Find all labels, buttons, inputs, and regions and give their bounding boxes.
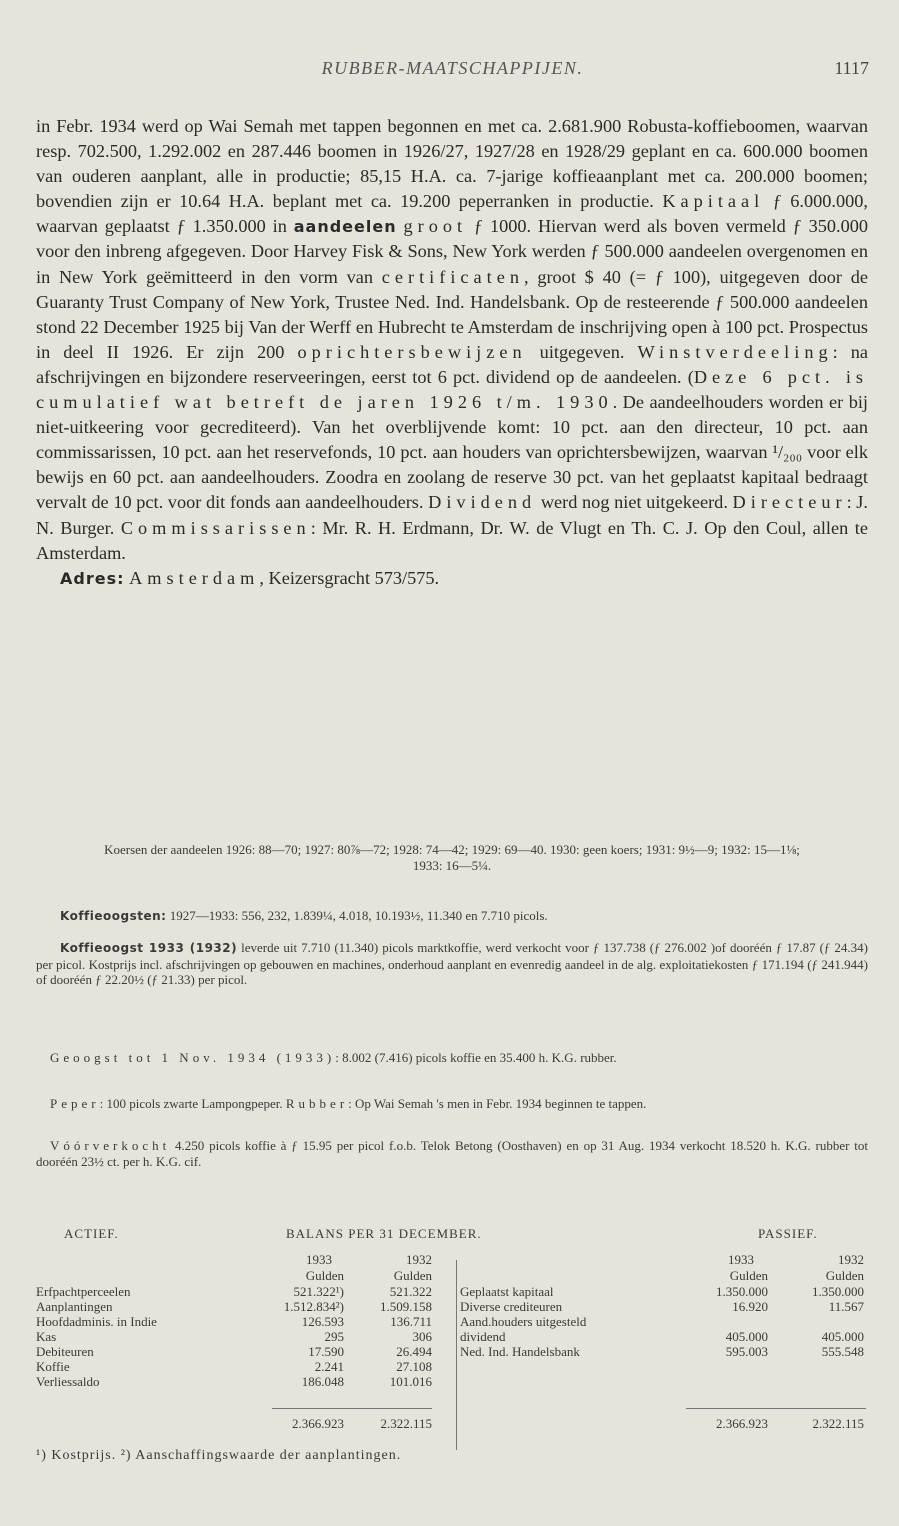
left-row-label: Hoofdadminis. in Indie (36, 1314, 157, 1329)
adres-city: Amsterdam (129, 567, 260, 588)
text-run: : Mr. R. H. Erdmann, Dr. W. de Vlugt en Th. C. J. Op den Coul, allen te Amsterdam. (36, 517, 868, 563)
cumulatief-note: Deze 6 pct. is cumulatief wat betreft de jaren 1926 t/m. 1930 (36, 366, 869, 413)
company-description (36, 114, 868, 591)
geoogst-label: Geoogst tot 1 Nov. 1934 (1933) (50, 1050, 336, 1065)
left-row-value-1932: 26.494 (396, 1344, 432, 1359)
right-year-1932: 1932 (838, 1252, 864, 1267)
text-run: : 100 picols zwarte Lampongpeper. (99, 1096, 286, 1111)
directeur-label: Directeur (732, 492, 847, 513)
passief-heading: PASSIEF. (758, 1226, 818, 1241)
left-row-value-1933: 2.241 (314, 1359, 344, 1374)
balance-sheet (36, 1226, 868, 1446)
left-row-value-1932: 27.108 (396, 1359, 432, 1374)
right-row-label: Diverse crediteuren (460, 1299, 563, 1314)
left-row-value-1932: 136.711 (390, 1314, 432, 1329)
right-row-value-1932: 11.567 (828, 1299, 864, 1314)
left-year-1933: 1933 (306, 1252, 332, 1267)
address-line (36, 566, 868, 591)
oogst-1933-block (36, 940, 868, 988)
kapitaal-label: Kapitaal (662, 191, 765, 212)
right-row-value-1933: 595.003 (725, 1344, 768, 1359)
text-run: werd nog niet uitgekeerd. (536, 492, 733, 513)
left-unit-1932: Gulden (393, 1268, 432, 1283)
right-unit-1933: Gulden (729, 1268, 768, 1283)
oogsten-text (36, 908, 868, 925)
right-row-label: dividend (460, 1329, 506, 1344)
commissarissen-label: Commissarissen (120, 517, 311, 538)
left-total-1932: 2.322.115 (380, 1416, 432, 1431)
left-unit-1933: Gulden (305, 1268, 344, 1283)
left-row-value-1932: 306 (412, 1329, 432, 1344)
geoogst-block (36, 1050, 868, 1066)
winstverdeeling-label: Winstverdeeling (637, 341, 833, 362)
right-row-label: Geplaatst kapitaal (460, 1284, 554, 1299)
main-paragraph (36, 114, 868, 566)
balance-grid (36, 1246, 868, 1446)
certificaten-label: certificaten (381, 266, 524, 287)
vooruit-text (36, 1138, 868, 1169)
left-row-label: Verliessaldo (36, 1374, 100, 1389)
oogsten-block (36, 908, 868, 925)
text-run: : na afschrijvingen en bijzondere reserveeringen, eerst tot 6 pct. dividend op de aandeelen. ( (36, 341, 869, 387)
text-run: : J. N. Burger. (36, 492, 868, 538)
left-row-value-1932: 1.509.158 (380, 1299, 432, 1314)
running-title: RUBBER-MAATSCHAPPIJEN. (321, 58, 584, 78)
vooruit-block (36, 1138, 868, 1169)
peper-rubber-block (36, 1096, 868, 1112)
right-row-value-1932: 405.000 (821, 1329, 864, 1344)
geoogst-text (36, 1050, 868, 1066)
left-row-value-1933: 521.322¹) (293, 1284, 344, 1299)
adres-street: , Keizersgracht 573/575. (259, 567, 440, 588)
left-row-value-1933: 17.590 (308, 1344, 344, 1359)
left-row-value-1932: 521.322 (389, 1284, 432, 1299)
balance-title: BALANS PER 31 DECEMBER. (286, 1226, 482, 1241)
left-row-label: Erfpachtperceelen (36, 1284, 131, 1299)
actief-heading: ACTIEF. (64, 1226, 119, 1241)
left-row-value-1933: 186.048 (301, 1374, 344, 1389)
right-row-value-1933: 1.350.000 (716, 1284, 768, 1299)
koersen-text: Koersen der aandeelen 1926: 88—70; 1927: 80⅞—72; 1928: 74—42; 1929: 69—40. 1930: geen koers; 1931: 9½—9; 1932: 15—1⅛; 1933: 16—5¼. (104, 842, 800, 873)
right-row-value-1933: 405.000 (725, 1329, 768, 1344)
oogst-1933-label: Koffieoogst 1933 (1932) (60, 941, 238, 955)
right-row-label: Ned. Ind. Handelsbank (460, 1344, 580, 1359)
right-total-rule (686, 1408, 866, 1409)
left-year-1932: 1932 (406, 1252, 432, 1267)
left-row-label: Kas (36, 1329, 57, 1344)
text-run: ƒ 6.000.000, waarvan geplaatst ƒ 1.350.000 in (36, 191, 868, 237)
column-divider (456, 1260, 457, 1450)
right-row-value-1932: 555.548 (821, 1344, 864, 1359)
oprichtersbewijzen-label: oprichtersbewijzen (297, 341, 527, 362)
right-year-1933: 1933 (728, 1252, 754, 1267)
right-unit-1932: Gulden (825, 1268, 864, 1283)
left-row-value-1933: 295 (324, 1329, 344, 1344)
footnote: ¹) Kostprijs. ²) Aanschaffingswaarde der aanplantingen. (36, 1448, 402, 1463)
groot-label: groot (403, 216, 468, 237)
left-row-label: Koffie (36, 1359, 70, 1374)
adres-label: Adres: (60, 568, 125, 588)
right-total-1932: 2.322.115 (812, 1416, 864, 1431)
text-run: 1927—1933: 556, 232, 1.839¼, 4.018, 10.193½, 11.340 en 7.710 picols. (166, 908, 548, 923)
text-run: ƒ 1000. Hiervan werd als boven vermeld ƒ 350.000 voor den inbreng afgegeven. Door Harvey Fisk & Sons, New York werden ƒ 500.000 aandeelen overgenomen en in New York geëmitteerd in den vorm van (36, 216, 868, 287)
vooruit-label: Vóórverkocht (50, 1138, 171, 1153)
aandeelen-label: aandeelen (293, 217, 397, 237)
left-row-value-1933: 1.512.834²) (283, 1299, 344, 1314)
text-run: uitgegeven. (526, 341, 638, 362)
text-run: : 8.002 (7.416) picols koffie en 35.400 h. K.G. rubber. (335, 1050, 617, 1065)
right-row-value-1932: 1.350.000 (812, 1284, 864, 1299)
peper-rubber-text (36, 1096, 868, 1112)
text-run: , groot $ 40 (= ƒ 100), uitgegeven door de Guaranty Trust Company of New York, Trustee Ned. Ind. Handelsbank. Op de resteerende ƒ 500.000 aandeelen stond 22 December 1925 bij Van der Werff en Hubrecht te Amsterdam de inschrijving open à 100 pct. Prospectus in deel II 1926. Er zijn 200 (36, 266, 868, 362)
peper-label: Peper (50, 1096, 100, 1111)
text-run: : Op Wai Semah 's men in Febr. 1934 beginnen te tappen. (348, 1096, 647, 1111)
oogsten-label: Koffieoogsten: (60, 909, 167, 923)
left-row-label: Debiteuren (36, 1344, 94, 1359)
left-row-label: Aanplantingen (36, 1299, 113, 1314)
text-run: leverde uit 7.710 (11.340) picols marktkoffie, werd verkocht voor ƒ 137.738 (ƒ 276.002 )of dooréén ƒ 17.87 (ƒ 24.34) per picol. Kostprijs incl. afschrijvingen op gebouwen en machines, onderhoud aanplant en evenredig aandeel in de alg. exploitatiekosten ƒ 171.194 (ƒ 241.944) of dooréén ƒ 22.20½ (ƒ 21.33) per picol. (36, 940, 868, 987)
text-run: in Febr. 1934 werd op Wai Semah met tappen begonnen en met ca. 2.681.900 Robusta-koffieboomen, waarvan resp. 702.500, 1.292.002 en 287.446 boomen in 1926/27, 1927/28 en 1928/29 geplant en ca. 600.000 boomen van ouderen aanplant, alle in productie; 85,15 H.A. ca. 7-jarige koffieaanplant met ca. 200.000 boomen; bovendien zijn er 10.64 H.A. beplant met ca. 19.200 peperranken in productie. (36, 116, 868, 212)
right-total-1933: 2.366.923 (716, 1416, 768, 1431)
right-row-label: Aand.houders uitgesteld (460, 1314, 587, 1329)
page-header (36, 58, 869, 88)
left-row-value-1932: 101.016 (389, 1374, 432, 1389)
balance-header (36, 1226, 868, 1246)
rubber-label: Rubber (285, 1096, 349, 1111)
text-run: . De aandeelhouders worden er bij niet-uitkeering voor gecrediteerd). Van het overblijvende komt: 10 pct. aan den directeur, 10 pct. aan commissarissen, 10 pct. aan het reservefonds, 10 pct. aan houders van oprichtersbewijzen, waarvan ¹/₂₀₀ voor elk bewijs en 60 pct. aan aandeelhouders. Zoodra en zoolang de reserve 30 pct. van het geplaatst kapitaal bedraagt vervalt de 10 pct. voor dit fonds aan aandeelhouders. (36, 392, 868, 513)
left-total-rule (272, 1408, 432, 1409)
dividend-label: Dividend (428, 492, 537, 513)
left-row-value-1933: 126.593 (301, 1314, 344, 1329)
oogst-1933-text (36, 940, 868, 988)
right-row-value-1933: 16.920 (732, 1299, 768, 1314)
left-total-1933: 2.366.923 (292, 1416, 344, 1431)
page-number: 1117 (834, 58, 869, 78)
koersen-block (36, 842, 868, 873)
text-run: 4.250 picols koffie à ƒ 15.95 per picol f.o.b. Telok Betong (Oosthaven) en op 31 Aug. 1934 verkocht 18.520 h. K.G. rubber tot dooréén 23½ ct. per h. K.G. cif. (36, 1138, 868, 1169)
